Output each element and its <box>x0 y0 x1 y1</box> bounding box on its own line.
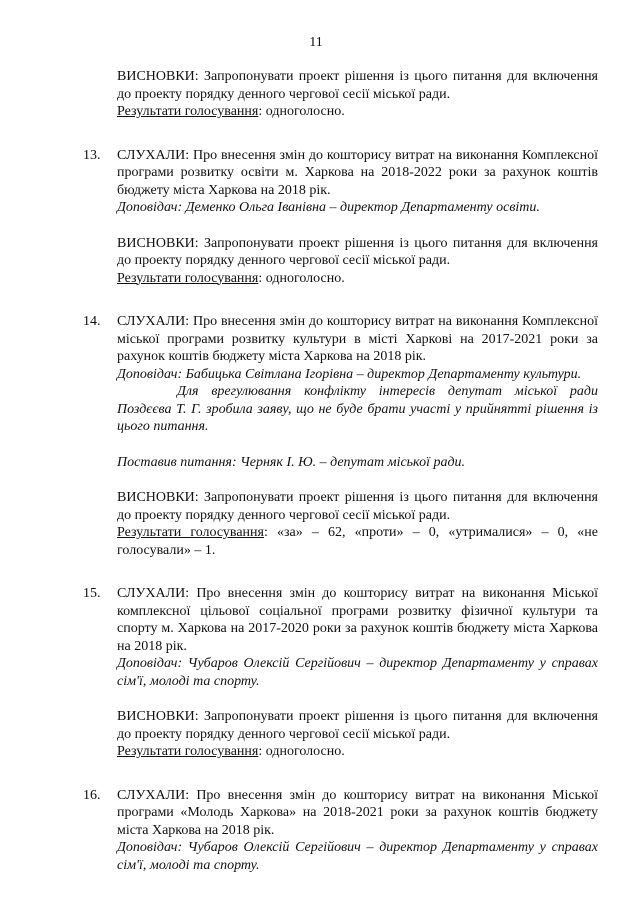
agenda-item-14 <box>83 313 598 559</box>
item-number: 15. <box>83 586 101 601</box>
speaker-line: Доповідач: Чубаров Олексій Сергійович – директор Департаменту у справах сім'ї, молоді та спорту. <box>117 656 598 689</box>
page-number: 11 <box>309 35 323 50</box>
heard-label: СЛУХАЛИ: <box>117 586 190 601</box>
vote-label: Результати голосування <box>117 744 259 759</box>
conclusion-text: Запропонувати проект рішення із цього питання для включення до проекту порядку денного чергової сесії міської ради. <box>117 235 598 268</box>
vote-paragraph <box>117 103 598 121</box>
put-question-line: Поставив питання: Черняк І. Ю. – депутат міської ради. <box>117 454 466 470</box>
conclusion-paragraph <box>117 708 598 743</box>
vote-text: : одноголосно. <box>258 744 345 759</box>
heard-text: Про внесення змін до кошторису витрат на виконання Комплексної міської програми розвитку культури в місті Харкові на 2017-2021 роки за рахунок коштів бюджету міста Харкова на 2018 рік. <box>117 314 598 364</box>
heard-paragraph <box>117 147 598 200</box>
conclusion-label: ВИСНОВКИ: <box>117 709 199 724</box>
vote-text: : «за» – 62, «проти» – 0, «утрималися» – 0, «не голосували» – 1. <box>117 525 598 558</box>
conclusion-paragraph <box>117 235 598 270</box>
conclusion-paragraph <box>117 68 598 103</box>
item-number: 13. <box>83 147 101 163</box>
conclusion-text: Запропонувати проект рішення із цього питання для включення до проекту порядку денного чергової сесії міської ради. <box>117 490 598 523</box>
conclusion-label: ВИСНОВКИ: <box>117 69 199 84</box>
heard-text: Про внесення змін до кошторису витрат на виконання Комплексної програми розвитку освіти м. Харкова на 2018-2022 роки за рахунок коштів бюджету міста Харкова на 2018 рік. <box>117 147 598 198</box>
speaker-line: Доповідач: Бабицька Світлана Ігорівна – директор Департаменту культури. <box>117 366 582 382</box>
heard-text: Про внесення змін до кошторису витрат на виконання Міської програми «Молодь Харкова» на 2018-2021 роки за рахунок коштів бюджету міста Харкова на 2018 рік. <box>117 787 598 838</box>
agenda-item-15 <box>83 585 598 761</box>
heard-paragraph <box>117 585 598 655</box>
conclusion-text: Запропонувати проект рішення із цього питання для включення до проекту порядку денного чергової сесії міської ради. <box>117 69 598 102</box>
speaker-line: Доповідач: Чубаров Олексій Сергійович – директор Департаменту у справах сім'ї, молоді та спорту. <box>117 840 598 873</box>
agenda-item-13 <box>83 147 598 288</box>
speaker-line: Доповідач: Деменко Ольга Іванівна – директор Департаменту освіти. <box>117 200 540 215</box>
conclusion-label: ВИСНОВКИ: <box>117 490 199 505</box>
vote-label: Результати голосування <box>117 104 259 119</box>
item-number: 14. <box>83 314 101 329</box>
vote-label: Результати голосування <box>117 525 264 540</box>
vote-text: : одноголосно. <box>258 104 345 119</box>
heard-paragraph <box>117 313 598 366</box>
vote-text: : одноголосно. <box>258 270 345 286</box>
heard-label: СЛУХАЛИ: <box>117 147 190 163</box>
document-body <box>83 68 598 874</box>
heard-label: СЛУХАЛИ: <box>117 314 190 329</box>
vote-paragraph <box>117 524 598 559</box>
vote-label: Результати голосування <box>117 270 259 286</box>
heard-text: Про внесення змін до кошторису витрат на виконання Міської комплексної цільової соціальної програми розвитку фізичної культури та спорту м. Харкова на 2017-2020 роки за рахунок коштів бюджету міста Харкова на 2018 рік. <box>117 586 598 654</box>
agenda-item-16 <box>83 787 598 875</box>
item-number: 16. <box>83 787 101 803</box>
conclusion-paragraph <box>117 489 598 524</box>
heard-paragraph <box>117 787 598 840</box>
intro-block <box>83 68 598 121</box>
conclusion-text: Запропонувати проект рішення із цього питання для включення до проекту порядку денного чергової сесії міської ради. <box>117 709 598 742</box>
heard-label: СЛУХАЛИ: <box>117 787 190 803</box>
vote-paragraph <box>117 270 598 288</box>
conclusion-label: ВИСНОВКИ: <box>117 235 199 251</box>
vote-paragraph <box>117 743 598 761</box>
conflict-note: Для врегулювання конфлікту інтересів депутат міської ради Поздєєва Т. Г. зробила заяву, що не буде брати участі у прийнятті рішення із цього питання. <box>117 384 598 434</box>
